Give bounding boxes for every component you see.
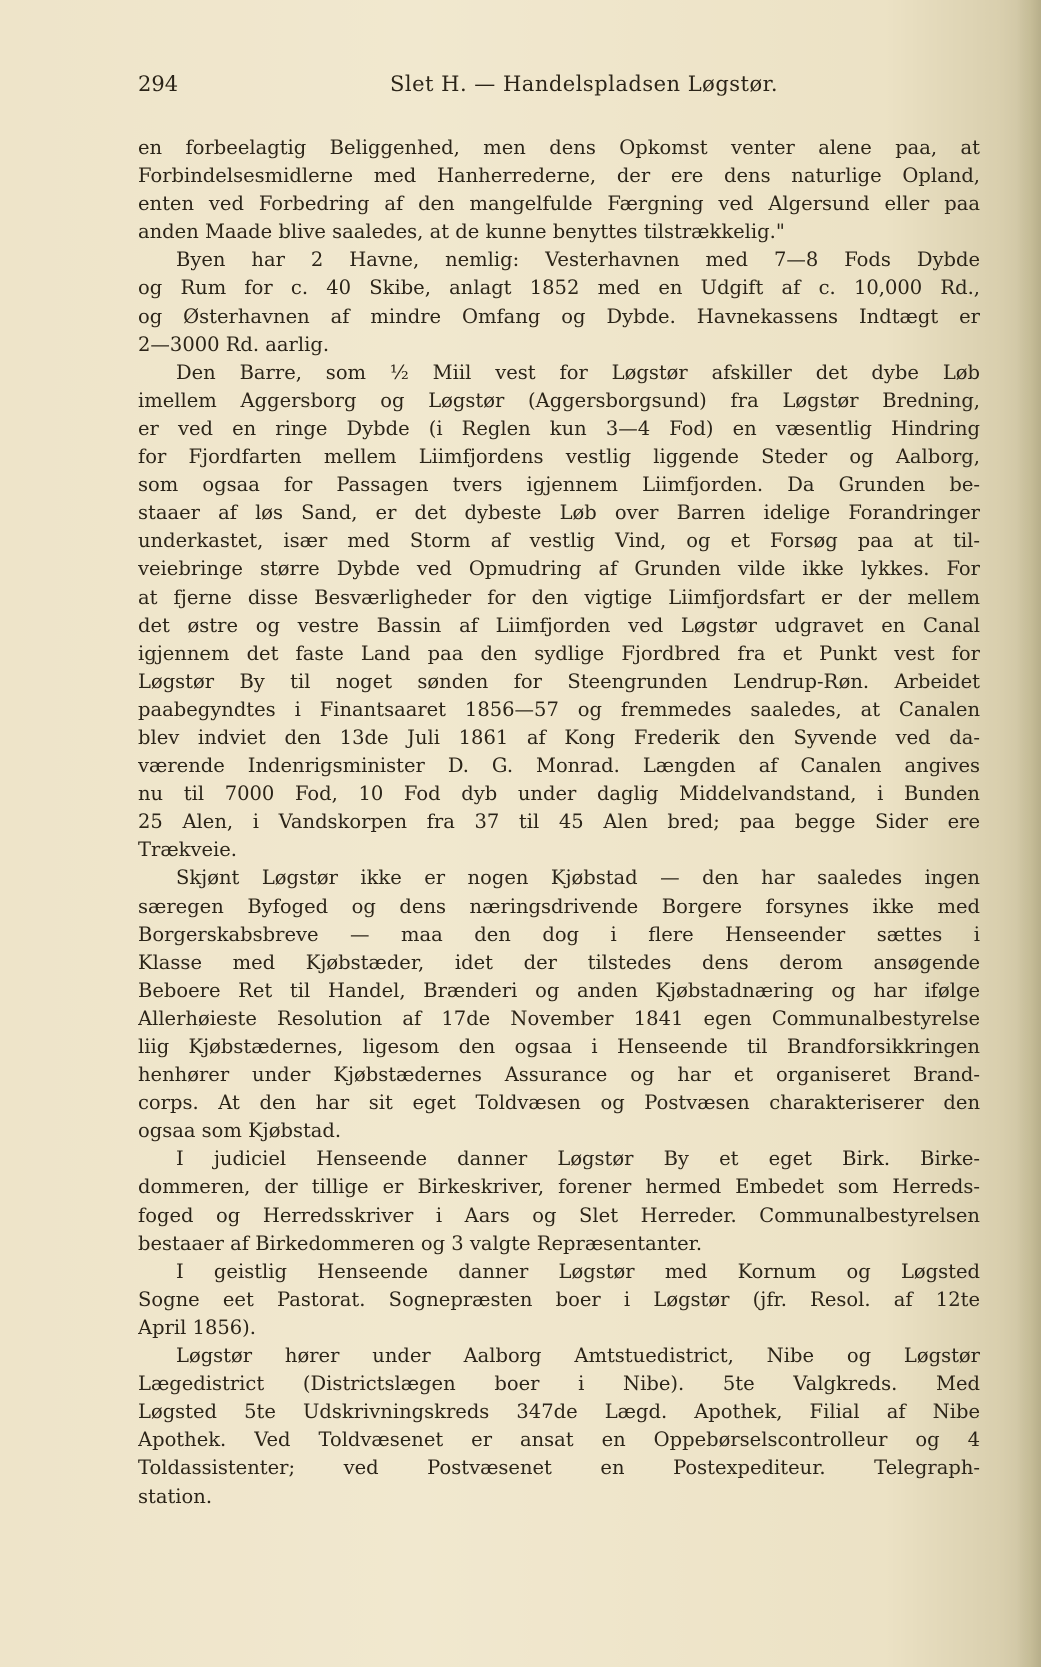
text-line: I geistlig Henseende danner Løgstør med Kornum og Løgsted xyxy=(176,1259,980,1283)
text-line: er ved en ringe Dybde (i Reglen kun 3—4 Fod) en væsentlig Hindring xyxy=(138,416,980,440)
text-line: Borgerskabsbreve — maa den dog i flere Henseender sættes i xyxy=(138,922,980,946)
text-line: paabegyndtes i Finantsaaret 1856—57 og fremmedes saaledes, at Canalen xyxy=(138,697,980,721)
text-line: igjennem det faste Land paa den sydlige Fjordbred fra et Punkt vest for xyxy=(138,641,980,665)
text-line: anden Maade blive saaledes, at de kunne benyttes tilstrækkelig." xyxy=(138,220,785,244)
text-line: Løgstør hører under Aalborg Amtstuedistrict, Nibe og Løgstør xyxy=(176,1344,980,1368)
text-line: I judiciel Henseende danner Løgstør By et eget Birk. Birke- xyxy=(176,1147,980,1171)
text-line: Sogne eet Pastorat. Sognepræsten boer i Løgstør (jfr. Resol. af 12te xyxy=(138,1287,980,1311)
text-line: Skjønt Løgstør ikke er nogen Kjøbstad — den har saaledes ingen xyxy=(176,866,980,890)
text-line: Apothek. Ved Toldvæsenet er ansat en Oppebørselscontrolleur og 4 xyxy=(138,1428,980,1452)
page-number: 294 xyxy=(138,72,179,96)
text-line: Forbindelsesmidlerne med Hanherrederne, der ere dens naturlige Opland, xyxy=(138,164,980,188)
text-line: Allerhøieste Resolution af 17de November 1841 egen Communalbestyrelse xyxy=(138,1006,980,1030)
text-line: værende Indenrigsminister D. G. Monrad. Længden af Canalen angives xyxy=(138,754,980,778)
text-line: station. xyxy=(138,1484,213,1508)
text-line: nu til 7000 Fod, 10 Fod dyb under daglig Middelvandstand, i Bunden xyxy=(138,782,980,806)
text-line: Den Barre, som ½ Miil vest for Løgstør afskiller det dybe Løb xyxy=(176,360,980,384)
page-edge xyxy=(1017,0,1041,1667)
text-line: Lægedistrict (Districtslægen boer i Nibe). 5te Valgkreds. Med xyxy=(138,1372,980,1396)
text-line: Løgsted 5te Udskrivningskreds 347de Lægd. Apothek, Filial af Nibe xyxy=(138,1400,980,1424)
running-title: Slet H. — Handelspladsen Løgstør. xyxy=(390,72,779,96)
text-line: Beboere Ret til Handel, Brænderi og anden Kjøbstadnæring og har ifølge xyxy=(138,978,980,1002)
text-line: 25 Alen, i Vandskorpen fra 37 til 45 Alen bred; paa begge Sider ere xyxy=(138,810,980,834)
text-line: for Fjordfarten mellem Liimfjordens vestlig liggende Steder og Aalborg, xyxy=(138,445,980,469)
text-line: at fjerne disse Besværligheder for den vigtige Liimfjordsfart er der mellem xyxy=(138,585,980,609)
text-line: underkastet, især med Storm af vestlig Vind, og et Forsøg paa at til- xyxy=(138,529,980,553)
body-text xyxy=(138,134,980,1511)
text-line: staaer af løs Sand, er det dybeste Løb over Barren idelige Forandringer xyxy=(138,501,980,525)
text-line: bestaaer af Birkedommeren og 3 valgte Repræsentanter. xyxy=(138,1231,703,1255)
text-line: corps. At den har sit eget Toldvæsen og Postvæsen charakteriserer den xyxy=(138,1091,980,1115)
text-line: veiebringe større Dybde ved Opmudring af Grunden vilde ikke lykkes. For xyxy=(138,557,980,581)
text-line: enten ved Forbedring af den mangelfulde Færgning ved Algersund eller paa xyxy=(138,192,980,216)
text-line: Toldassistenter; ved Postvæsenet en Postexpediteur. Telegraph- xyxy=(138,1456,980,1480)
text-line: Løgstør By til noget sønden for Steengrunden Lendrup-Røn. Arbeidet xyxy=(138,669,980,693)
text-line: Klasse med Kjøbstæder, idet der tilstedes dens derom ansøgende xyxy=(138,950,980,974)
running-header xyxy=(138,72,980,102)
text-line: Byen har 2 Havne, nemlig: Vesterhavnen med 7—8 Fods Dybde xyxy=(176,248,980,272)
text-line: Trækveie. xyxy=(138,838,238,862)
text-line: og Rum for c. 40 Skibe, anlagt 1852 med en Udgift af c. 10,000 Rd., xyxy=(138,276,980,300)
text-line: dommeren, der tillige er Birkeskriver, forener hermed Embedet som Herreds- xyxy=(138,1175,980,1199)
text-line: liig Kjøbstædernes, ligesom den ogsaa i Henseende til Brandforsikkringen xyxy=(138,1035,980,1058)
text-line: foged og Herredsskriver i Aars og Slet Herreder. Communalbestyrelsen xyxy=(138,1203,980,1227)
text-line: som ogsaa for Passagen tvers igjennem Liimfjorden. Da Grunden be- xyxy=(138,473,980,497)
text-line: det østre og vestre Bassin af Liimfjorden ved Løgstør udgravet en Canal xyxy=(138,613,980,637)
text-line: April 1856). xyxy=(138,1315,256,1339)
text-line: blev indviet den 13de Juli 1861 af Kong Frederik den Syvende ved da- xyxy=(138,725,980,749)
text-line: en forbeelagtig Beliggenhed, men dens Opkomst venter alene paa, at xyxy=(138,136,980,159)
text-line: 2—3000 Rd. aarlig. xyxy=(138,332,330,356)
text-line: og Østerhavnen af mindre Omfang og Dybde. Havnekassens Indtægt er xyxy=(138,304,980,328)
text-line: henhører under Kjøbstædernes Assurance og har et organiseret Brand- xyxy=(138,1063,980,1087)
text-line: imellem Aggersborg og Løgstør (Aggersborgsund) fra Løgstør Bredning, xyxy=(138,388,980,412)
text-line: ogsaa som Kjøbstad. xyxy=(138,1119,342,1143)
text-line: særegen Byfoged og dens næringsdrivende Borgere forsynes ikke med xyxy=(138,894,980,918)
